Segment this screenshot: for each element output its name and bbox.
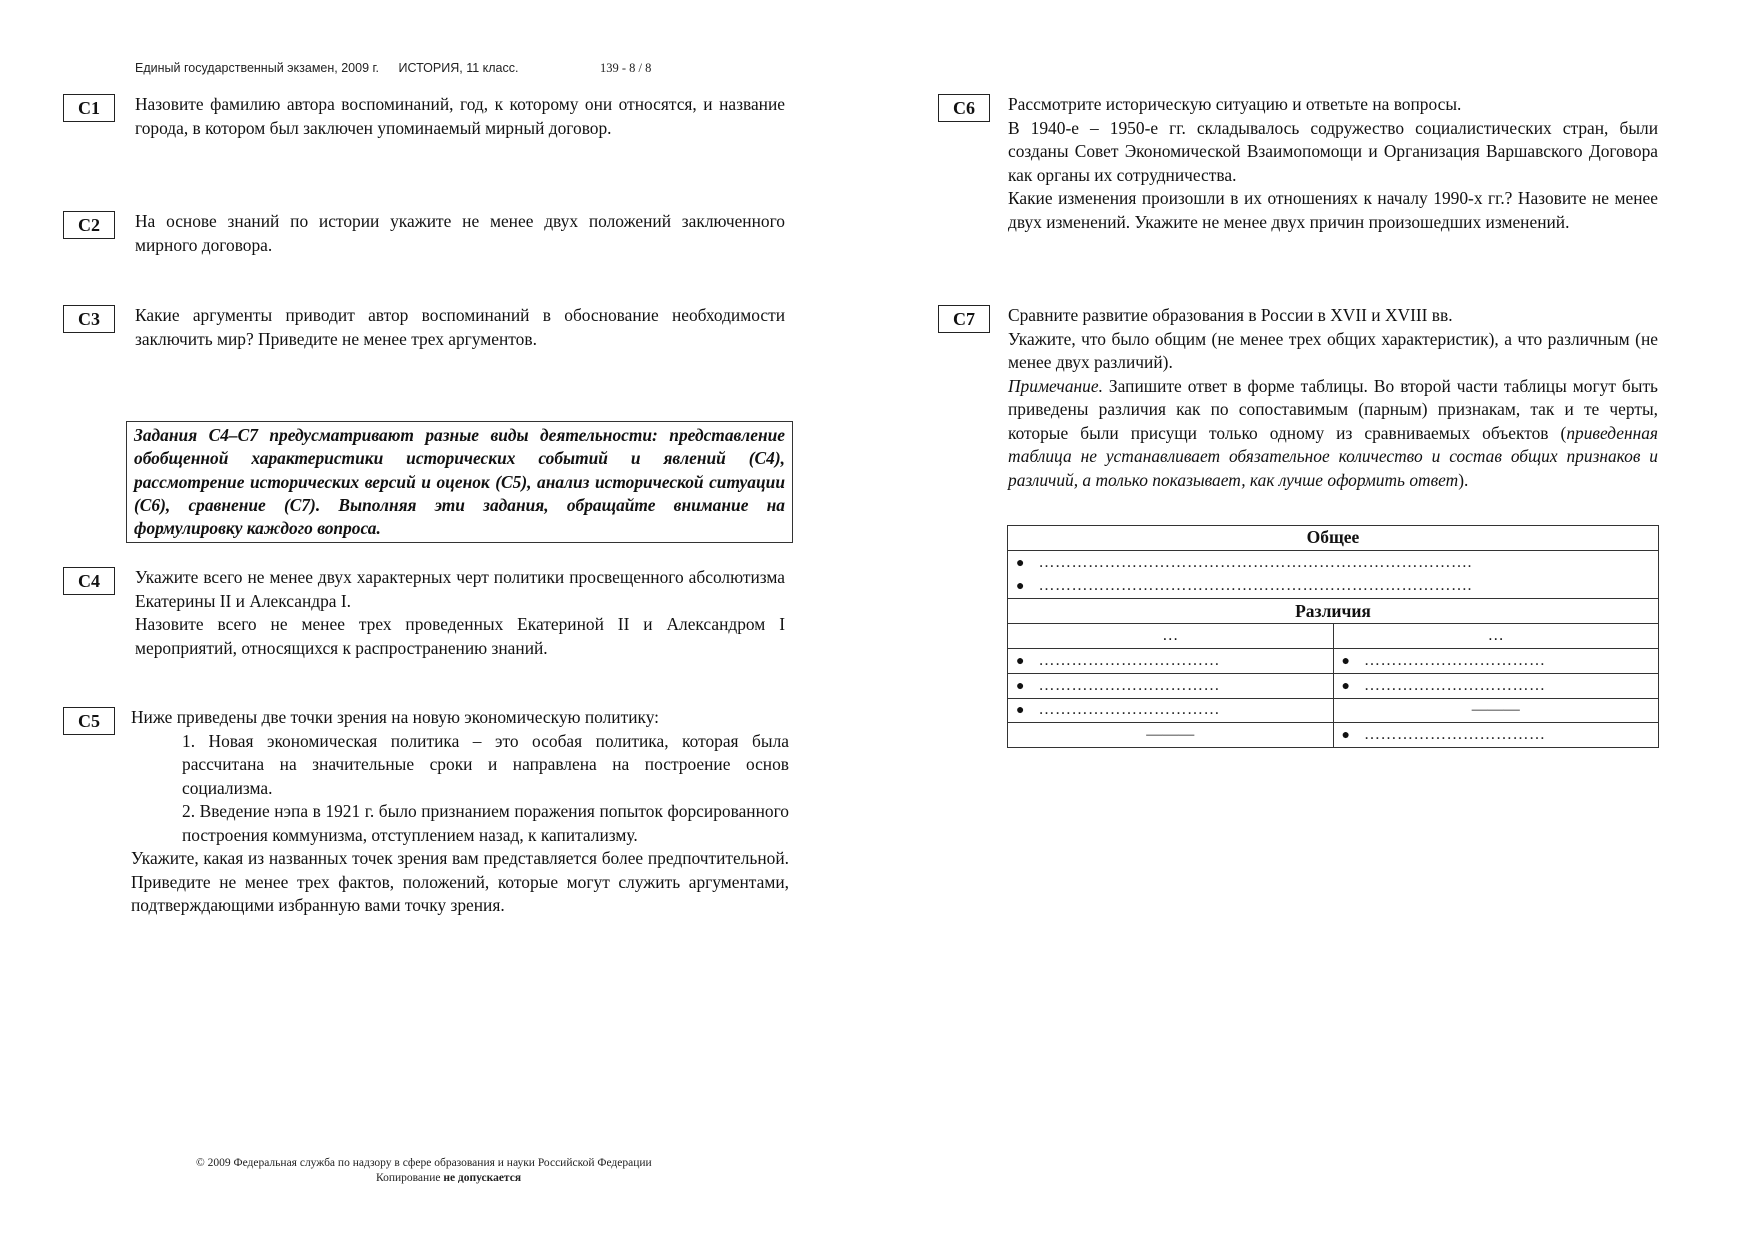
c7-note-label: Примечание.	[1008, 375, 1103, 396]
bullet-icon: ●	[1341, 678, 1350, 694]
copy-notice	[196, 1171, 652, 1186]
table-row	[1008, 624, 1659, 649]
c4-paragraph-2: Назовите всего не менее трех проведенных Екатериной II и Александром I мероприятий, относящихся к распространению знаний.	[135, 614, 785, 658]
table-row	[1008, 550, 1659, 574]
question-label-c7: С7	[938, 305, 990, 333]
table-row	[1008, 723, 1659, 748]
c2-paragraph: На основе знаний по истории укажите не менее двух положений заключенного мирного договора.	[135, 211, 785, 255]
c7-note-text: Запишите ответ в форме таблицы. Во второй части таблицы могут быть приведены различия как по сопоставимым (парным) признакам, так и те черты, которые были присущи только одному из сравниваемых объектов (	[1008, 375, 1658, 443]
differences-header: Различия	[1008, 599, 1659, 624]
question-label-c4: С4	[63, 567, 115, 595]
bullet-icon: ●	[1016, 579, 1025, 595]
copy-notice-bold: не допускается	[443, 1172, 522, 1184]
diff-right-4	[1333, 723, 1659, 748]
c6-paragraph-2: В 1940-е – 1950-е гг. складывалось содружество социалистических стран, были созданы Совет Экономической Взаимопомощи и Организация Варшавского Договора как органы их сотрудничества.	[1008, 117, 1658, 185]
answer-dots: ……………………………	[1038, 701, 1220, 719]
c6-paragraph-1: Рассмотрите историческую ситуацию и ответьте на вопросы.	[1008, 94, 1462, 114]
c7-note-italic: приведенная таблица не устанавливает обязательное количество и состав общих признаков и различий, а только показывает, как лучше оформить ответ	[1008, 422, 1658, 490]
c3-paragraph: Какие аргументы приводит автор воспоминаний в обоснование необходимости заключить мир? Приведите не менее трех аргументов.	[135, 305, 785, 349]
copyright-line: © 2009 Федеральная служба по надзору в сфере образования и науки Российской Федерации	[196, 1157, 652, 1169]
bullet-icon: ●	[1016, 678, 1025, 694]
c4-paragraph-1: Укажите всего не менее двух характерных черт политики просвещенного абсолютизма Екатерины II и Александра I.	[135, 567, 785, 611]
bullet-icon: ●	[1016, 555, 1025, 571]
table-row	[1008, 673, 1659, 698]
question-c5-text	[131, 706, 789, 918]
table-row	[1008, 575, 1659, 599]
answer-dots: ……………………………	[1363, 676, 1546, 694]
question-c6-text	[1008, 93, 1658, 234]
question-c1-text	[135, 93, 785, 140]
answer-dots: ……………………………	[1363, 651, 1546, 669]
column-header-left: …	[1008, 624, 1334, 649]
instructions-box: Задания С4–С7 предусматривают разные виды деятельности: представление обобщенной характеристики исторических событий и явлений (С4), рассмотрение исторических версий и оценок (С5), анализ исторической ситуации (С6), сравнение (С7). Выполняя эти задания, обращайте внимание на формулировку каждого вопроса.	[126, 421, 793, 543]
c5-intro: Ниже приведены две точки зрения на новую экономическую политику:	[131, 707, 660, 727]
subject-title: ИСТОРИЯ, 11 класс.	[398, 61, 519, 75]
question-label-c2: С2	[63, 211, 115, 239]
diff-left-3	[1008, 698, 1334, 723]
c5-viewpoint-2: 2. Введение нэпа в 1921 г. было признанием поражения попыток форсированного построения коммунизма, отступлением назад, к капитализму.	[182, 801, 789, 845]
exam-title: Единый государственный экзамен, 2009 г.	[135, 61, 380, 75]
question-label-c5: С5	[63, 707, 115, 735]
c1-paragraph: Назовите фамилию автора воспоминаний, год, к которому они относятся, и название города, в котором был заключен упоминаемый мирный договор.	[135, 94, 785, 138]
question-c4-text	[135, 566, 785, 660]
c7-note-end: ).	[1458, 469, 1469, 490]
c5-viewpoint-1: 1. Новая экономическая политика – это особая политика, которая была рассчитана на значительные сроки и направлена на построение основ социализма.	[182, 730, 789, 798]
bullet-icon: ●	[1016, 653, 1025, 669]
copy-notice-prefix: Копирование	[376, 1172, 444, 1184]
question-c7-text	[1008, 304, 1658, 492]
comparison-table	[1007, 525, 1659, 748]
table-row	[1008, 526, 1659, 551]
diff-right-3-empty: ———	[1333, 698, 1659, 723]
answer-dots: …………………………………………………………………….	[1038, 553, 1472, 571]
c7-note	[1008, 375, 1658, 493]
page-number: 139 - 8 / 8	[599, 61, 652, 75]
bullet-icon: ●	[1341, 728, 1350, 744]
diff-left-4-empty: ———	[1008, 723, 1334, 748]
question-label-c1: С1	[63, 94, 115, 122]
table-row	[1008, 648, 1659, 673]
page-footer	[196, 1156, 652, 1186]
answer-dots: ……………………………	[1363, 726, 1546, 744]
diff-right-2	[1333, 673, 1659, 698]
diff-left-1	[1008, 648, 1334, 673]
c6-paragraph-3: Какие изменения произошли в их отношениях к началу 1990-х гг.? Назовите не менее двух изменений. Укажите не менее двух причин произошедших изменений.	[1008, 188, 1658, 232]
answer-dots: …………………………………………………………………….	[1038, 577, 1472, 595]
answer-dots: ……………………………	[1038, 676, 1220, 694]
common-item-1	[1008, 550, 1659, 574]
column-header-right: …	[1333, 624, 1659, 649]
page-header	[135, 61, 667, 76]
bullet-icon: ●	[1016, 703, 1025, 719]
question-label-c3: С3	[63, 305, 115, 333]
question-c3-text	[135, 304, 785, 351]
table-row	[1008, 698, 1659, 723]
c7-paragraph-1: Сравните развитие образования в России в XVII и XVIII вв.	[1008, 305, 1453, 325]
diff-left-2	[1008, 673, 1334, 698]
common-item-2	[1008, 575, 1659, 599]
diff-right-1	[1333, 648, 1659, 673]
table-row	[1008, 599, 1659, 624]
question-label-c6: С6	[938, 94, 990, 122]
common-header: Общее	[1008, 526, 1659, 551]
c5-task: Укажите, какая из названных точек зрения вам представляется более предпочтительной. Приведите не менее трех фактов, положений, которые могут служить аргументами, подтверждающими избранную вами точку зрения.	[131, 848, 789, 915]
c7-paragraph-2: Укажите, что было общим (не менее трех общих характеристик), а что различным (не менее двух различий).	[1008, 328, 1658, 372]
answer-dots: ……………………………	[1038, 651, 1220, 669]
bullet-icon: ●	[1341, 653, 1350, 669]
question-c2-text	[135, 210, 785, 257]
